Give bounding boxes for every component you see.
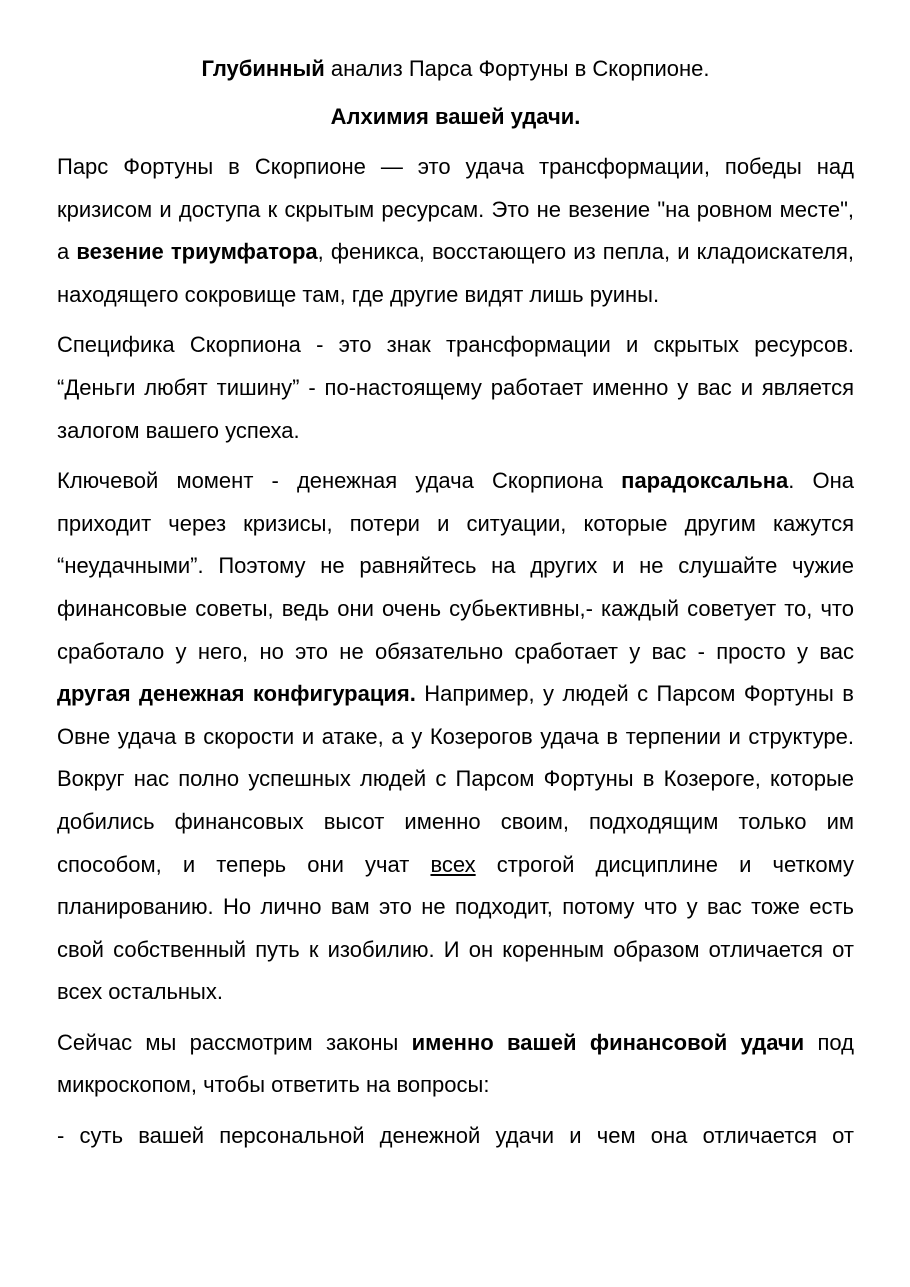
paragraph-5	[57, 1115, 854, 1158]
paragraph-3-bold-b: другая денежная конфигурация.	[57, 681, 416, 707]
document-page	[57, 48, 854, 1158]
title-bold-word: Глубинный	[201, 56, 325, 81]
paragraph-3	[57, 460, 854, 1014]
paragraph-3-text-d: строгой дисциплине и четкому планированию. Но лично вам это не подходит, потому что у вас тоже есть свой собственный путь к изобилию. И он коренным образом отличается от всех остальных.	[57, 851, 855, 1005]
title-rest: анализ Парса Фортуны в Скорпионе.	[324, 56, 710, 81]
paragraph-1-text-b: , феникса, восстающего из пепла, и кладоискателя, находящего сокровище там, где другие видят лишь руины.	[57, 239, 854, 307]
paragraph-1-text-a: Парс Фортуны в Скорпионе — это удача трансформации, победы над кризисом и доступа к скрытым ресурсам. Это не везение "на ровном месте", а	[57, 154, 854, 265]
paragraph-5-text: - суть вашей персональной денежной удачи и чем она отличается от	[57, 1123, 854, 1149]
paragraph-4-bold-a: именно вашей финансовой удачи	[411, 1029, 805, 1055]
paragraph-3-bold-a: парадоксальна	[621, 468, 789, 494]
paragraph-3-text-c: Например, у людей с Парсом Фортуны в Овне удача в скорости и атаке, а у Козерогов удача в терпении и структуре. Вокруг нас полно успешных людей с Парсом Фортуны в Козероге, которые добились финансовых высот именно своим, подходящим только им способом, и теперь они учат	[57, 681, 854, 877]
paragraph-3-underlined: всех	[430, 851, 476, 877]
paragraph-3-text-a: Ключевой момент - денежная удача Скорпиона	[57, 468, 622, 494]
paragraph-1	[57, 146, 854, 316]
paragraph-3-text-b: . Она приходит через кризисы, потери и ситуации, которые другим кажутся “неудачными”. Поэтому не равняйтесь на других и не слушайте чужие финансовые советы, ведь они очень субьективны,- каждый советует то, что сработало у него, но это не обязательно сработает у вас - просто у вас	[57, 468, 854, 664]
paragraph-4-text-a: Сейчас мы рассмотрим законы	[57, 1029, 412, 1055]
paragraph-4	[57, 1022, 854, 1107]
paragraph-4-text-b: под микроскопом, чтобы ответить на вопросы:	[57, 1029, 854, 1098]
document-title	[57, 48, 854, 90]
paragraph-2	[57, 324, 854, 452]
paragraph-1-bold-a: везение триумфатора	[76, 239, 318, 265]
paragraph-2-text: Специфика Скорпиона - это знак трансформации и скрытых ресурсов. “Деньги любят тишину” - по-настоящему работает именно у вас и является залогом вашего успеха.	[57, 332, 854, 443]
document-subtitle: Алхимия вашей удачи.	[330, 104, 581, 129]
